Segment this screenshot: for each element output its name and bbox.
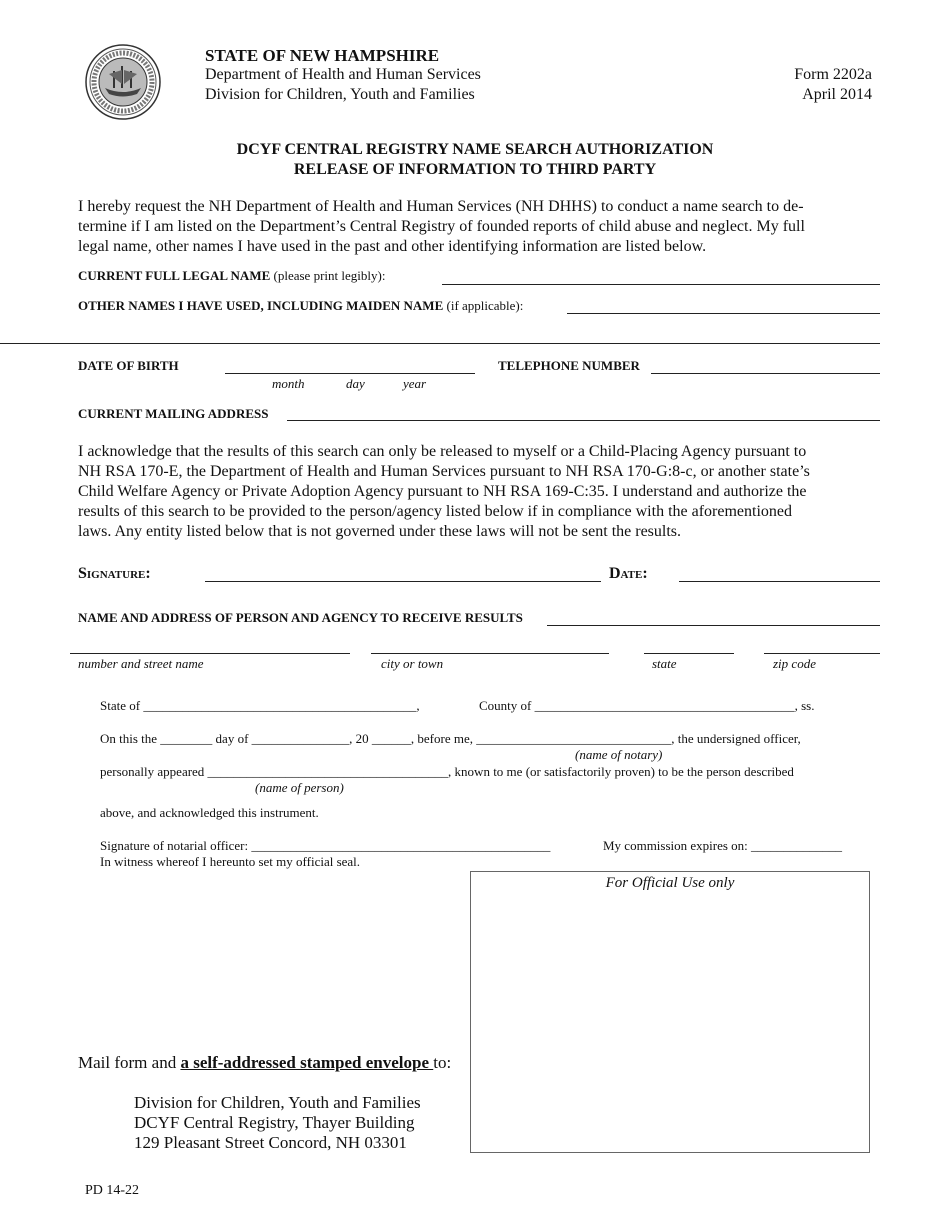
recipient-label: NAME AND ADDRESS OF PERSON AND AGENCY TO RECEIVE RESULTS (78, 610, 523, 625)
legal-name-hint: (please print legibly): (273, 268, 386, 283)
notary-state-of[interactable]: State of __________________________________________, (100, 698, 420, 713)
mail-emphasis: a self-addressed stamped envelope (180, 1053, 434, 1072)
intro-line-2: termine if I am listed on the Department’s Central Registry of founded reports of child abuse and neglect. My full (78, 218, 805, 235)
other-names-field[interactable] (567, 313, 880, 314)
notary-personally[interactable]: personally appeared _____________________________________, known to me (or satisfactorily proven) to be the person described (100, 764, 794, 779)
city-caption: city or town (381, 656, 444, 671)
recipient-city-field[interactable] (371, 653, 609, 654)
other-names-label (78, 298, 523, 314)
state-seal (85, 44, 161, 120)
dob-field[interactable] (225, 373, 475, 374)
phone-label: TELEPHONE NUMBER (498, 358, 640, 373)
signature-label: Signature: (78, 565, 151, 582)
street-caption: number and street name (78, 656, 204, 671)
header-state: STATE OF NEW HAMPSHIRE (205, 46, 440, 65)
header-dept: Department of Health and Human Services (205, 66, 481, 83)
ack-line-3: Child Welfare Agency or Private Adoption Agency pursuant to NH RSA 169-C:35. I understand and authorize the (78, 483, 807, 500)
official-use-box (470, 871, 870, 1153)
address-label: CURRENT MAILING ADDRESS (78, 406, 269, 421)
mail-address-1: Division for Children, Youth and Families (134, 1093, 421, 1112)
form-number: Form 2202a (794, 66, 872, 83)
date-field[interactable] (679, 581, 880, 582)
phone-field[interactable] (651, 373, 880, 374)
footer-code: PD 14-22 (85, 1183, 140, 1198)
legal-name-field[interactable] (442, 284, 880, 285)
official-use-label: For Official Use only (605, 875, 735, 891)
notary-signature[interactable]: Signature of notarial officer: ______________________________________________ (100, 838, 551, 853)
intro-line-3: legal name, other names I have used in the past and other identifying information are listed below. (78, 238, 707, 255)
ack-line-2: NH RSA 170-E, the Department of Health and Human Services pursuant to NH RSA 170-G:8-c, or another state’s (78, 463, 810, 480)
name-of-notary-caption: (name of notary) (575, 747, 663, 762)
notary-on-this[interactable]: On this the ________ day of _______________, 20 ______, before me, ______________________________, the undersigned officer, (100, 731, 801, 746)
other-names-hint: (if applicable): (446, 298, 524, 313)
mail-address-2: DCYF Central Registry, Thayer Building (134, 1113, 415, 1132)
other-names-label-text: OTHER NAMES I HAVE USED, INCLUDING MAIDEN NAME (78, 298, 444, 313)
name-of-person-caption: (name of person) (255, 780, 344, 795)
dob-month-caption: month (272, 376, 305, 391)
recipient-state-field[interactable] (644, 653, 734, 654)
ack-line-1: I acknowledge that the results of this search can only be released to myself or a Child-Placing Agency pursuant to (78, 443, 807, 460)
title-line-1: DCYF CENTRAL REGISTRY NAME SEARCH AUTHORIZATION (236, 141, 714, 158)
signature-field[interactable] (205, 581, 601, 582)
intro-line-1: I hereby request the NH Department of Health and Human Services (NH DHHS) to conduct a name search to de- (78, 198, 804, 215)
recipient-name-field[interactable] (547, 625, 880, 626)
ack-line-5: laws. Any entity listed below that is not governed under these laws will not be sent the results. (78, 523, 682, 540)
mail-prefix: Mail form and (78, 1053, 181, 1072)
legal-name-label-text: CURRENT FULL LEGAL NAME (78, 268, 271, 283)
dob-day-caption: day (346, 376, 365, 391)
ack-line-4: results of this search to be provided to the person/agency listed below if in compliance with the aforementioned (78, 503, 793, 520)
notary-witness: In witness whereof I hereunto set my official seal. (100, 854, 361, 869)
mail-suffix: to: (433, 1053, 452, 1072)
date-label: Date: (609, 565, 648, 582)
notary-commission[interactable]: My commission expires on: ______________ (603, 838, 843, 853)
section-divider (0, 343, 880, 344)
recipient-street-field[interactable] (70, 653, 350, 654)
mail-instruction (78, 1053, 451, 1073)
dob-label: DATE OF BIRTH (78, 358, 179, 373)
legal-name-label (78, 268, 385, 284)
form-date: April 2014 (802, 86, 872, 103)
mail-address-3: 129 Pleasant Street Concord, NH 03301 (134, 1133, 407, 1152)
notary-county-of[interactable]: County of ________________________________________, ss. (479, 698, 815, 713)
zip-caption: zip code (773, 656, 816, 671)
notary-above: above, and acknowledged this instrument. (100, 805, 319, 820)
header-division: Division for Children, Youth and Families (205, 86, 475, 103)
title-line-2: RELEASE OF INFORMATION TO THIRD PARTY (293, 161, 657, 178)
dob-year-caption: year (403, 376, 427, 391)
address-field[interactable] (287, 420, 880, 421)
recipient-zip-field[interactable] (764, 653, 880, 654)
state-caption: state (652, 656, 677, 671)
